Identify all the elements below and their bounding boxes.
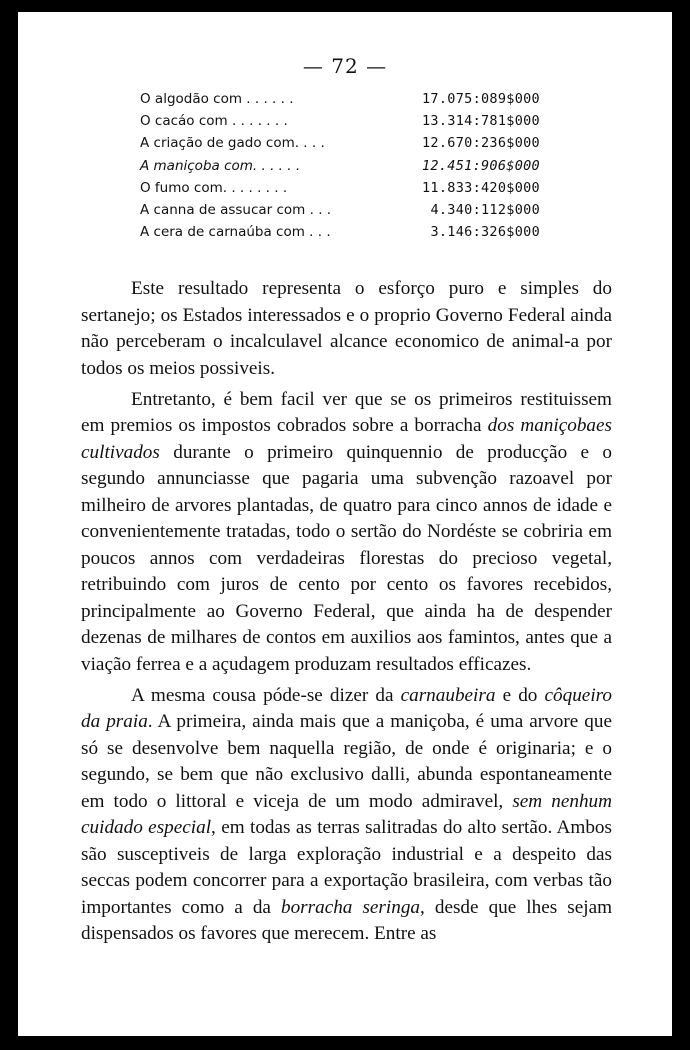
row-item: O algodão com . . . . . .	[140, 91, 294, 107]
row-value: 12.451:906$000	[422, 157, 540, 174]
italic-phrase: dos maniçobaes cultivados	[81, 415, 613, 463]
row-value: 4.340:112$000	[430, 201, 540, 218]
italic-phrase: côqueiro da praia	[81, 684, 612, 732]
paragraph-text: , em todas as terras salitradas do alto sertão. Ambos são susceptiveis de larga exploração industrial e a despeito das seccas podem concorrer para a exportação brasileira, com verbas tão importantes como a da	[81, 817, 612, 918]
paragraph-text: A mesma cousa póde-se dizer da	[131, 684, 401, 706]
table-row	[140, 177, 540, 199]
row-value: 3.146:326$000	[430, 224, 540, 241]
paragraph-text: . A primeira, ainda mais que a maniçoba, é uma arvore que só se desenvolve bem naquella região, de onde é originaria; e o segundo, se bem que não exclusivo dalli, abunda espontaneamente em todo o littoral e viceja de um modo admiravel,	[81, 711, 612, 812]
row-value: 13.314:781$000	[422, 113, 540, 130]
row-value: 17.075:089$000	[422, 91, 540, 107]
book-page	[18, 12, 672, 1036]
italic-phrase: sem nenhum cuidado especial	[81, 790, 613, 838]
table-row	[140, 88, 540, 110]
italic-phrase: borracha seringa	[280, 896, 421, 918]
table-row	[140, 199, 540, 221]
row-value: 11.833:420$000	[422, 179, 540, 196]
paragraph-text: durante o primeiro quinquennio de producção e o segundo annunciasse que pagaria uma subvenção razoavel por milheiro de arvores plantadas, de quatro para cinco annos de idade e convenientemente tratadas, todo o sertão do Nordéste se cobriria em poucos annos com verdadeiras florestas do precioso vegetal, retribuindo com juros de cento por cento os favores recebidos, principalmente ao Governo Federal, que ainda ha de despender dezenas de milhares de contos em auxilios aos famintos, antes que a viação ferrea e a açudagem produzam resultados efficazes.	[81, 441, 612, 675]
paragraph-2	[81, 387, 612, 679]
page-number: — 72 —	[302, 54, 388, 78]
row-item: O fumo com. . . . . . . .	[140, 179, 288, 196]
production-table	[140, 88, 540, 243]
paragraph-text: , desde que lhes sejam dispensados os favores que merecem. Entre as	[81, 896, 613, 944]
row-item: A criação de gado com. . . .	[140, 135, 325, 152]
italic-phrase: carnaubeira	[400, 684, 496, 706]
table-row	[140, 155, 540, 177]
paragraph-text: Entretanto, é bem facil ver que se os primeiros restituissem em premios os impostos cobrados sobre a borracha	[81, 388, 612, 436]
row-item: O cacáo com . . . . . . .	[140, 113, 288, 130]
table-row	[140, 110, 540, 132]
paragraph-text: e do	[495, 684, 545, 706]
paragraph-text: Este resultado representa o esforço puro e simples do sertanejo; os Estados interessados e o proprio Governo Federal ainda não perceberam o incalculavel alcance economico de animal-a por todos os meios possiveis.	[81, 278, 612, 379]
row-item: A canna de assucar com . . .	[140, 201, 332, 218]
row-item: A cera de carnaúba com . . .	[140, 224, 331, 241]
row-item: A maniçoba com. . . . . .	[140, 157, 301, 174]
body-text	[81, 276, 612, 952]
paragraph-3	[81, 683, 612, 948]
paragraph-1	[81, 276, 612, 382]
table-row	[140, 132, 540, 154]
row-value: 12.670:236$000	[422, 135, 540, 152]
table-row	[140, 221, 540, 243]
